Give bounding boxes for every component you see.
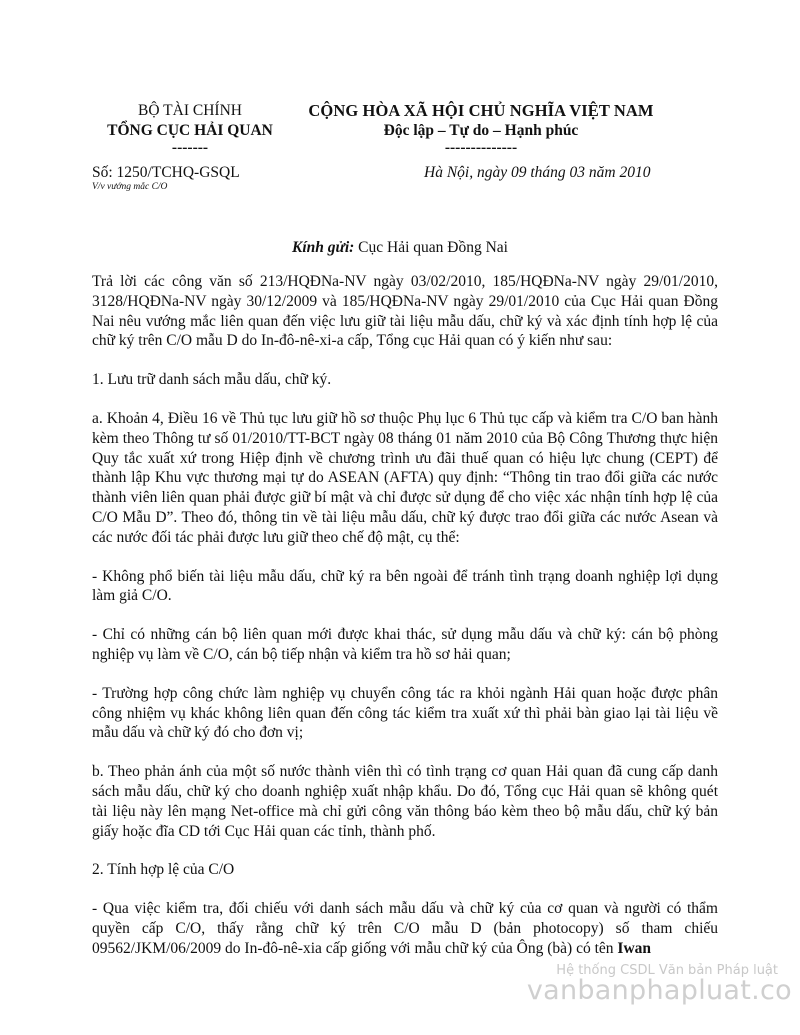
agency-name: TỔNG CỤC HẢI QUAN [107,122,273,139]
recipient-label: Kính gửi: [292,239,355,256]
intro-paragraph: Trả lời các công văn số 213/HQĐNa-NV ngày 03/02/2010, 185/HQĐNa-NV ngày 29/01/2010, 3128/HQĐNa-NV ngày 30/12/2009 và 185/HQĐNa-NV ngày 29/01/2010 của Cục Hải quan Đồng Nai nêu vướng mắc liên quan đến việc lưu giữ tài liệu mẫu dấu, chữ ký và xác định tính hợp lệ của chữ ký trên C/O mẫu D do In-đô-nê-xi-a cấp, Tổng cục Hải quan có ý kiến như sau: [92,273,718,350]
agency-separator: ------- [171,139,209,156]
motto-separator: -------------- [444,139,518,156]
paragraph-a: a. Khoản 4, Điều 16 về Thủ tục lưu giữ hồ sơ thuộc Phụ lục 6 Thủ tục cấp và kiểm tra C/O ban hành kèm theo Thông tư số 01/2010/TT-BCT ngày 08 tháng 01 năm 2010 của Bộ Công Thương thực hiện Quy tắc xuất xứ trong Hiệp định về chương trình ưu đãi thuế quan có hiệu lực chung (CEPT) để thành lập Khu vực thương mại tự do ASEAN (AFTA) quy định: “Thông tin trao đổi giữa các nước thành viên liên quan phải được giữ bí mật và chỉ được sử dụng để cho việc xác nhận tính hợp lệ của C/O Mẫu D”. Theo đó, thông tin về tài liệu mẫu dấu, chữ ký được trao đổi giữa các nước Asean và các nước đối tác phải được lưu giữ theo chế độ mật, cụ thể: [92,409,718,546]
bullet-handover: - Trường hợp công chức làm nghiệp vụ chuyển công tác ra khỏi ngành Hải quan hoặc được phân công nhiệm vụ khác không liên quan đến công tác kiểm tra xuất xứ thì phải bàn giao lại tài liệu về mẫu dấu và chữ ký đó cho đơn vị; [92,684,718,742]
ministry-name: BỘ TÀI CHÍNH [138,102,242,119]
document-subject: V/v vướng mắc C/O [92,182,168,192]
signer-name: Iwan [617,939,652,957]
watermark-site: vanbanphapluat.co [526,975,792,1006]
paragraph-b: b. Theo phản ánh của một số nước thành viên thì có tình trạng cơ quan Hải quan đã cung cấp danh sách mẫu dấu, chữ ký cho doanh nghiệp xuất nhập khẩu. Do đó, Tổng cục Hải quan sẽ không quét tài liệu này lên mạng Net-office mà chỉ gửi công văn thông báo kèm theo bộ mẫu dấu, chữ ký bản giấy hoặc đĩa CD tới Cục Hải quan các tỉnh, thành phố. [92,763,718,840]
bullet-signature-check [92,899,718,958]
bullet-signature-check-text: - Qua việc kiểm tra, đối chiếu với danh sách mẫu dấu và chữ ký của cơ quan và người có thẩm quyền cấp C/O, thấy rằng chữ ký trên C/O mẫu D (bản photocopy) số tham chiếu 09562/JKM/06/2009 do In-đô-nê-xia cấp giống với mẫu chữ ký của Ông (bà) có tên [92,900,718,957]
issuing-agency-block [86,101,294,155]
recipient-name: Cục Hải quan Đồng Nai [354,239,508,256]
bullet-no-disclosure: - Không phổ biến tài liệu mẫu dấu, chữ ký ra bên ngoài để tránh tình trạng doanh nghiệp lợi dụng làm giả C/O. [92,567,718,605]
national-motto-block [298,101,664,155]
bullet-authorized-staff: - Chỉ có những cán bộ liên quan mới được khai thác, sử dụng mẫu dấu và chữ ký: cán bộ phòng nghiệp vụ làm về C/O, cán bộ tiếp nhận và kiểm tra hồ sơ hải quan; [92,626,718,663]
country-name: CỘNG HÒA XÃ HỘI CHỦ NGHĨA VIỆT NAM [308,101,654,120]
national-motto: Độc lập – Tự do – Hạnh phúc [383,122,579,139]
place-and-date: Hà Nội, ngày 09 tháng 03 năm 2010 [424,164,651,181]
document-number: Số: 1250/TCHQ-GSQL [92,164,240,181]
recipient-line [0,238,800,258]
document-body [92,272,718,959]
section-2-title: 2. Tính hợp lệ của C/O [92,861,235,879]
watermark-caption: Hệ thống CSDL Văn bản Pháp luật [556,963,778,978]
section-1-title: 1. Lưu trữ danh sách mẫu dấu, chữ ký. [92,371,332,389]
